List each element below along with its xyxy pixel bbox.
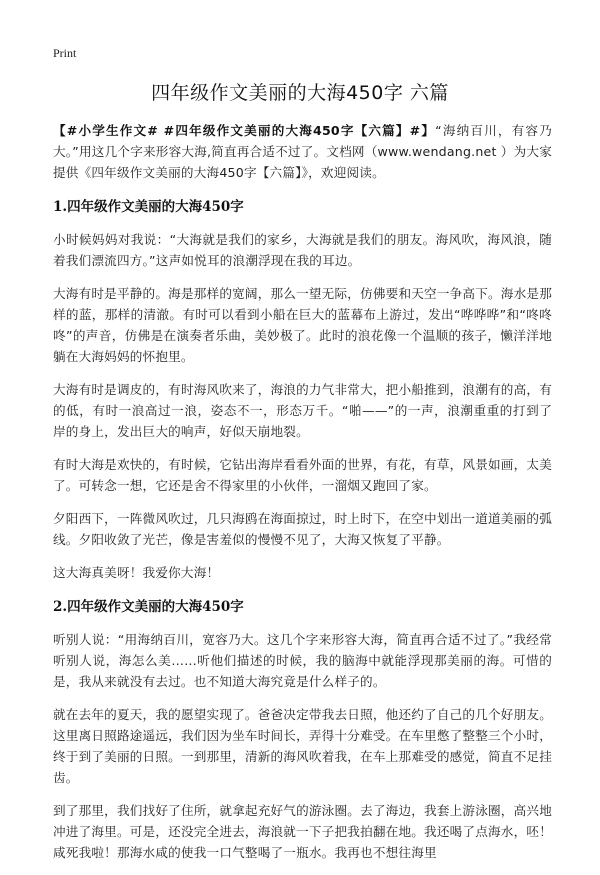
article-body	[53, 120, 552, 875]
paragraph: 到了那里，我们找好了住所，就拿起充好气的游泳圈。去了海边，我套上游泳圈，高兴地冲进了海里。可是，还没完全进去，海浪就一下子把我拍翻在地。我还喝了点海水，呸！咸死我啦！那海水咸的使我一口气整喝了一瓶水。我再也不想往海里	[53, 803, 552, 860]
page-title: 四年级作文美丽的大海450字 六篇	[151, 82, 449, 104]
paragraph: 就在去年的夏天，我的愿望实现了。爸爸决定带我去日照，他还约了自己的几个好朋友。这里离日照路途遥远，我们因为坐车时间长，弄得十分难受。在车里憋了整整三个小时，终于到了美丽的日照。一到那里，清新的海风吹着我，在车上那难受的感觉，简直不足挂齿。	[53, 707, 552, 785]
paragraph: 夕阳西下，一阵微风吹过，几只海鸥在海面掠过，时上时下，在空中划出一道道美丽的弧线。夕阳收敛了光芒，像是害羞似的慢慢不见了，大海又恢复了平静。	[53, 511, 552, 547]
section-heading-2: 2.四年级作文美丽的大海450字	[53, 599, 244, 615]
paragraph: 这大海真美呀！我爱你大海！	[53, 565, 220, 580]
intro-tag: 【#小学生作文# #四年级作文美丽的大海450字【六篇】#】	[53, 123, 436, 138]
intro-text: “海纳百川，有容乃大。”用这几个字来形容大海,简直再合适不过了。文档网（www.wendang.net ）为大家提供《四年级作文美丽的大海450字【六篇】》，欢迎阅读。	[53, 123, 552, 180]
section-heading-1: 1.四年级作文美丽的大海450字	[53, 199, 244, 215]
paragraph: 有时大海是欢快的，有时候，它钻出海岸看看外面的世界，有花，有草，风景如画，太美了。可转念一想，它还是舍不得家里的小伙伴，一溜烟又跑回了家。	[53, 457, 552, 493]
intro-paragraph	[53, 120, 552, 183]
paragraph: 小时候妈妈对我说：“大海就是我们的家乡，大海就是我们的朋友。海风吹，海风浪，随着我们漂流四方。”这声如悦耳的浪潮浮现在我的耳边。	[53, 232, 552, 268]
paragraph: 大海有时是平静的。海是那样的宽阔，那么一望无际，仿佛要和天空一争高下。海水是那样的蓝，那样的清澈。有时可以看到小船在巨大的蓝幕布上游过，发出“哗哗哗”和“咚咚咚”的声音，仿佛是在演奏者乐曲，美妙极了。此时的浪花像一个温顺的孩子，懒洋洋地躺在大海妈妈的怀抱里。	[53, 286, 552, 364]
print-link[interactable]: Print	[53, 46, 77, 60]
paragraph: 大海有时是调皮的，有时海风吹来了，海浪的力气非常大，把小船推到，浪潮有的高，有的低，有时一浪高过一浪，姿态不一，形态万千。“啪——”的一声，浪潮重重的打到了岸的身上，发出巨大的响声，好似天崩地裂。	[53, 382, 552, 439]
paragraph: 听别人说：“用海纳百川，宽容乃大。这几个字来形容大海，简直再合适不过了。”我经常听别人说，海怎么美……听他们描述的时候，我的脑海中就能浮现那美丽的海。可惜的是，我从来就没有去过。也不知道大海究竟是什么样子的。	[53, 632, 552, 689]
